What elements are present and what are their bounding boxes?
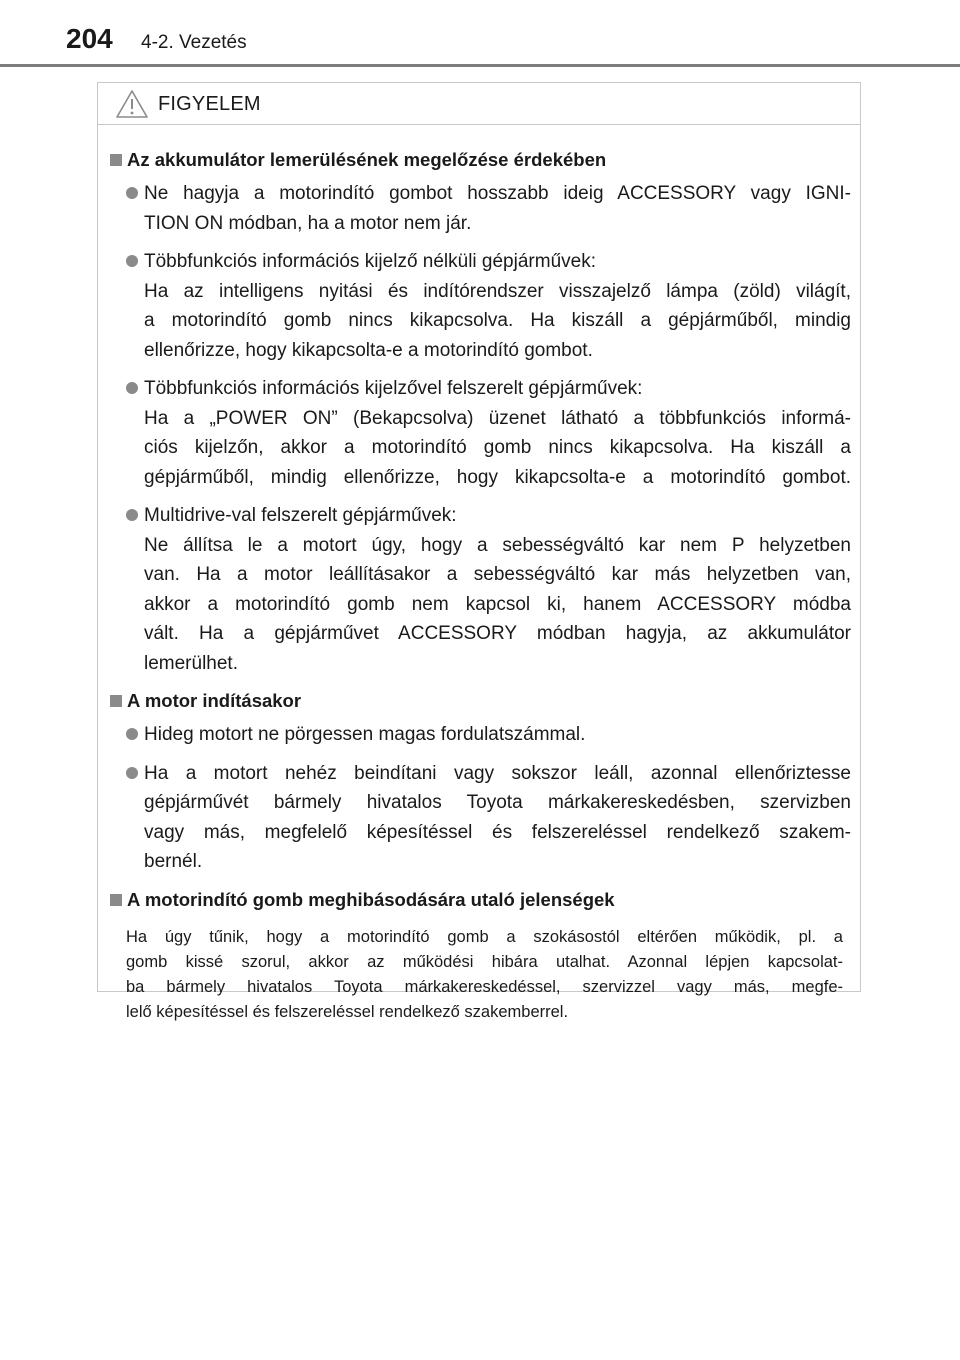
text-line: vagy más, megfelelő képesítéssel és felszereléssel rendelkező szakem- [144, 821, 851, 843]
text-line: bernél. [144, 851, 203, 872]
round-bullet-icon [126, 767, 138, 779]
section-title: 4-2. Vezetés [141, 32, 247, 53]
round-bullet-icon [126, 728, 138, 740]
square-bullet-icon [110, 894, 122, 906]
header-divider [0, 64, 960, 67]
text-line: Ha a motort nehéz beindítani vagy sokszor leáll, azonnal ellenőriztesse [144, 762, 851, 784]
warning-box [97, 82, 861, 1021]
text-line: ellenőrizze, hogy kikapcsolta-e a motorindító gombot. [144, 339, 593, 361]
text-line: ciós kijelzőn, akkor a motorindító gomb nincs kikapcsolva. Ha kiszáll a [144, 437, 851, 458]
text-line: lemerülhet. [144, 652, 238, 674]
text-line: van. Ha a motor leállításakor a sebességváltó kar más helyzetben van, [144, 564, 851, 585]
text-line: akkor a motorindító gomb nem kapcsol ki, hanem ACCESSORY módba [144, 593, 851, 615]
text-line: Többfunkciós információs kijelzővel felszerelt gépjárművek: [144, 378, 643, 399]
text-line: ba bármely hivatalos Toyota márkakereskedéssel, szervizzel vagy más, megfe- [126, 977, 843, 996]
text-line: lelő képesítéssel és felszereléssel rendelkező szakemberrel. [126, 1002, 569, 1021]
list-item [107, 501, 851, 678]
square-bullet-icon [110, 695, 122, 707]
round-bullet-icon [126, 382, 138, 394]
text-line: gépjárműből, mindig ellenőrizze, hogy kikapcsolta-e a motorindító gombot. [144, 466, 851, 488]
list-item [107, 247, 851, 365]
text-line: Multidrive-val felszerelt gépjárművek: [144, 505, 457, 526]
round-bullet-icon [126, 255, 138, 267]
text-line: Ne hagyja a motorindító gombot hosszabb ideig ACCESSORY vagy IGNI- [144, 183, 851, 204]
round-bullet-icon [126, 509, 138, 521]
text-line: vált. Ha a gépjárművet ACCESSORY módban hagyja, az akkumulátor [144, 623, 851, 644]
note-paragraph [107, 925, 851, 1025]
warning-header [98, 83, 860, 125]
list-item [107, 179, 851, 238]
warning-label: FIGYELEM [158, 93, 261, 115]
section-heading: A motorindító gomb meghibásodására utaló jelenségek [107, 885, 851, 915]
text-line: Ha a „POWER ON” (Bekapcsolva) üzenet látható a többfunkciós informá- [144, 407, 851, 429]
list-item [107, 759, 851, 877]
round-bullet-icon [126, 187, 138, 199]
text-line: gomb kissé szorul, akkor az működési hibára utalhat. Azonnal lépjen kapcsolat- [126, 952, 843, 971]
page-number: 204 [66, 23, 113, 54]
text-line: Ha az intelligens nyitási és indítórendszer visszajelző lámpa (zöld) világít, [144, 280, 851, 302]
text-line: TION ON módban, ha a motor nem jár. [144, 212, 472, 234]
list-item [107, 720, 851, 750]
page-header [0, 0, 960, 66]
text-line: Hideg motort ne pörgessen magas fordulatszámmal. [144, 724, 586, 745]
warning-triangle-icon [115, 89, 149, 119]
section-heading: Az akkumulátor lemerülésének megelőzése érdekében [107, 145, 851, 175]
text-line: Többfunkciós információs kijelző nélküli gépjárművek: [144, 251, 596, 272]
square-bullet-icon [110, 154, 122, 166]
text-line: Ha úgy tűnik, hogy a motorindító gomb a szokásostól eltérően működik, pl. a [126, 927, 843, 946]
text-line: a motorindító gomb nincs kikapcsolva. Ha kiszáll a gépjárműből, mindig [144, 310, 851, 331]
list-item [107, 374, 851, 492]
text-line: Ne állítsa le a motort úgy, hogy a sebességváltó kar nem P helyzetben [144, 534, 851, 556]
section-heading: A motor indításakor [107, 686, 851, 716]
text-line: gépjárművét bármely hivatalos Toyota márkakereskedésben, szervizben [144, 792, 851, 813]
warning-body [98, 125, 860, 1025]
